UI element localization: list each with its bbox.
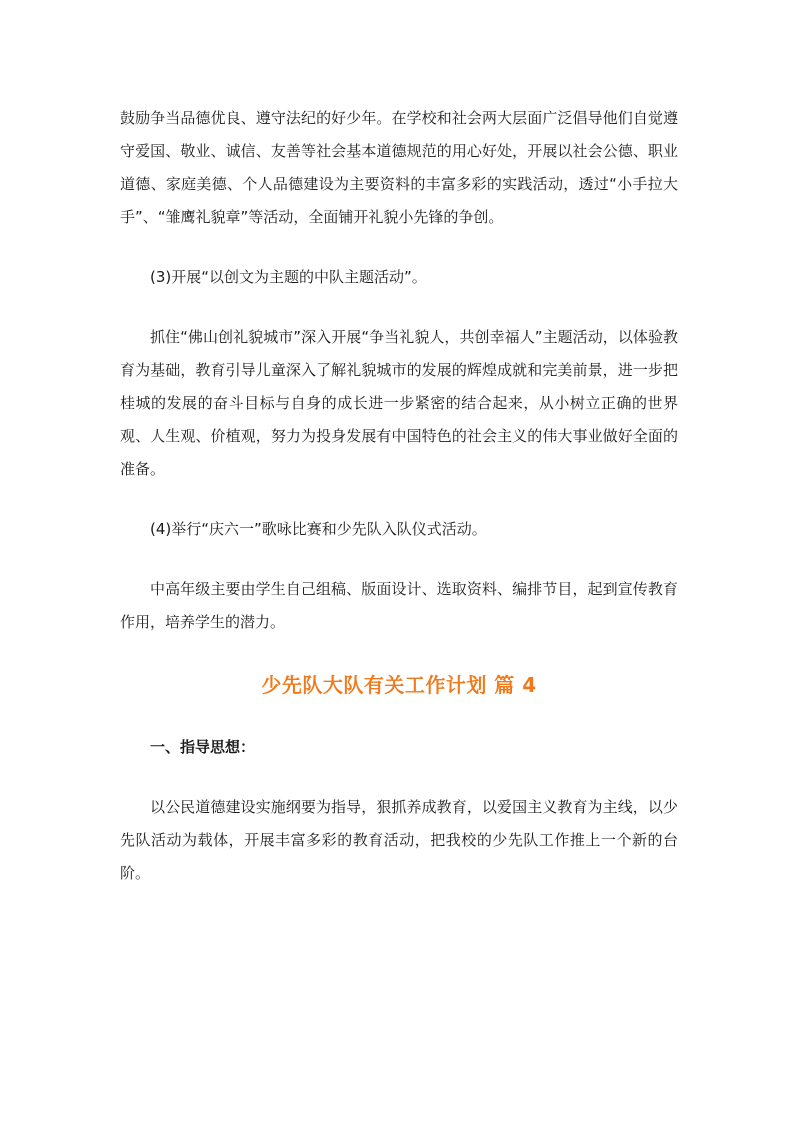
section-title: 少先队大队有关工作计划 篇 4 [261,673,537,697]
section-heading: 一、指导思想： [150,738,256,756]
paragraph-3: 抓住“佛山创礼貌城市”深入开展“争当礼貌人，共创幸福人”主题活动，以体验教育为基础，教育引导儿童深入了解礼貌城市的发展的辉煌成就和完美前景，进一步把桂城的发展的奋斗目标与自身的成长进一步紧密的结合起来，从小树立正确的世界观、人生观、价植观，努力为投身发展有中国特色的社会主义的伟大事业做好全面的准备。 [120,328,678,478]
paragraph-2: (3)开展“以创文为主题的中队主题活动”。 [150,268,427,286]
paragraph-5: 中高年级主要由学生自己组稿、版面设计、选取资料、编排节目，起到宣传教育作用，培养学生的潜力。 [120,580,678,631]
section-body: 以公民道德建设实施纲要为指导，狠抓养成教育，以爱国主义教育为主线，以少先队活动为载体，开展丰富多彩的教育活动，把我校的少先队工作推上一个新的台阶。 [120,798,678,882]
paragraph-1: 鼓励争当品德优良、遵守法纪的好少年。在学校和社会两大层面广泛倡导他们自觉遵守爱国、敬业、诚信、友善等社会基本道德规范的用心好处，开展以社会公德、职业道德、家庭美德、个人品德建设为主要资料的丰富多彩的实践活动，透过“小手拉大手”、“雏鹰礼貌章”等活动，全面铺开礼貌小先锋的争创。 [120,109,678,226]
paragraph-4: (4)举行“庆六一”歌咏比赛和少先队入队仪式活动。 [150,520,487,538]
